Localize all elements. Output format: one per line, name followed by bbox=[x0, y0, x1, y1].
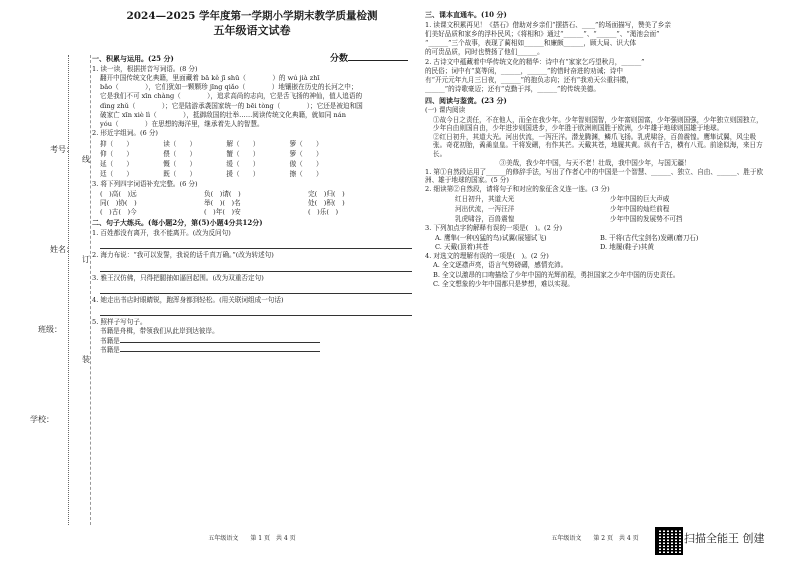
q4-options[interactable]: A. 全文逐襟声亮，语言气势磅礴，感情充沛。 B. 全文以激昂的口吻描绘了少年中国的光辉前程，勇担国家之少年中国的历史责任。 C. 全文想象的少年中国都只是梦想，难以实现。 bbox=[433, 261, 680, 288]
part2-q4: 4. 她走出书店时眼睛锐，跑浑身都到轻松。(用关联词组成一句话) bbox=[92, 295, 284, 304]
exam-number-label: 考号： bbox=[50, 145, 74, 154]
part4-q4: 4. 对选文的理解有误的一项是( )。(2 分) bbox=[425, 252, 549, 261]
q3-grid: ( )高( )远 负( )请( ) 完( )归( ) 同( )协( ) 举( )( )名 处( )积( ) ( )古( )今 ( )年( )安 ( )乐( ) bbox=[100, 189, 345, 217]
part2-q5: 5. 照样子写句子。 bbox=[92, 318, 147, 327]
q5-line-2[interactable]: 书籍是 bbox=[92, 346, 412, 354]
reading-para-1: ①故今日之责任，不在他人，而全在我少年。少年智则国智，少年富则国富，少年强则国强，少年独立则国独立，少年自由则国自由，少年进步则国进步，少年胜于欧洲则国胜于欧洲，少年雄于地球则国雄于地球。 bbox=[433, 115, 763, 132]
binding-mark-install: 装 bbox=[82, 355, 90, 364]
page-2 bbox=[425, 8, 765, 548]
matching-pairs[interactable]: 红日初升，其道大光 少年中国的巨大声威 河出伏流，一泻汪洋 少年中国的灿烂前程 乳虎啸谷，百兽震惶 少年中国的发展势不可挡 bbox=[455, 194, 683, 224]
page-2-footer: 五年级语文 第 2 页 共 4 页 bbox=[551, 534, 639, 542]
scanner-watermark: 扫描全能王 创建 bbox=[684, 532, 765, 545]
part2-q1: 1. 百姓都没有离开，我不能离开。(改为反问句) bbox=[92, 229, 231, 238]
dotted-binding-line bbox=[68, 55, 69, 525]
part2-heading: 二、句子大练兵。(每小题2分，第(5)小题4分共12分) bbox=[92, 218, 263, 228]
answer-line[interactable] bbox=[100, 239, 412, 249]
part4-subheading: (一) 课内阅读 bbox=[425, 106, 466, 115]
reading-para-3: ③美哉，我少年中国，与天不老！壮哉，我中国少年，与国无疆！ bbox=[499, 158, 691, 167]
q3-prompt: 3. 将下列四字词语补充完整。(6 分) bbox=[92, 180, 198, 189]
part2-q2: 2. 海力布说：“我可以发誓，我说的话千真万确。”(改为转述句) bbox=[92, 251, 274, 260]
exam-subtitle: 五年级语文试卷 bbox=[213, 24, 291, 38]
answer-line[interactable] bbox=[100, 284, 412, 294]
class-label: 班级： bbox=[38, 325, 62, 334]
q1-passage: 翻开中国传统文化典籍，里面藏着 bā kě jī shū（ ）的 wú jià zhī bǎo（ ），它们犹如一颗颗珍 jīng qiǎo（ ）地镶嵌在历史的长河之中； 它是我们不可 xīn chàng（ ），追求高尚的志向，它是舌飞扬的神仙，值人追语的 dìng zhǔ（ ）；它是陆游承袭国家统一的 bēi tòng（ ）；它还是被迫和国 破家亡 xīn xiè lì（ ），抵御敌国的壮举……阅读传统文化典籍，就如同 nán yóu（ ）在思想的海洋里，继承着先人的智慧。 bbox=[100, 73, 363, 129]
binding-mark-line: 线 bbox=[82, 155, 90, 164]
part3-body: 1. 读课文积累再见！《搭石》借助对乡亲们“摆搭石、____”的场面描写，赞美了乡亲 们美好品质和家乡的浮朴民风；《将相和》通过“______”、“______”、“渑池会面” “______”三个故事，表现了蔺相如______和廉颇______，顾大局、识大体 的可贵品质，同时也赞扬了他们______。 2. 古诗文中蕴藏着中华传统文化的精华：诗中有“家家乞巧望秋月，______” 的民俗；词中有“莫等闲，______，______”的惜时奋进的劝诫；诗中 有“开元元年九月三日夜，______”的抱负志向；还有“我劝天公重抖擞， ______”的诗歌豪迈；还有“克勤于邦，______”的传统美德。 bbox=[425, 20, 671, 94]
part4-q3: 3. 下列加点字的解释有误的一项是( )。(2 分) bbox=[425, 224, 563, 233]
part3-heading: 三、课本直通车。(10 分) bbox=[425, 10, 507, 19]
qr-code-icon bbox=[655, 527, 683, 555]
part2-q3: 3. 雅王汉仿佛，只得把腿抽如逼回起围。(改为双重否定句) bbox=[92, 273, 264, 282]
dashed-binding-line bbox=[90, 55, 91, 525]
answer-line[interactable] bbox=[100, 306, 412, 316]
part1-heading: 一、积累与运用。(25 分) bbox=[92, 53, 174, 63]
part4-heading: 四、阅读与鉴赏。(23 分) bbox=[425, 95, 507, 105]
binding-mark-order: 订 bbox=[82, 255, 90, 264]
part4-q1: 1. 第①自然段运用了______的修辞手法，写出了作者心中的中国是一个智慧、______、独立、自由、______、胜于欧洲、雄于地球的国家。(5 分) bbox=[425, 168, 764, 185]
score-field: 分数 bbox=[330, 54, 408, 65]
name-label: 姓名： bbox=[50, 245, 74, 254]
q5-example: 书籍是舟楫，带领我们从此岸到达彼岸。 bbox=[100, 327, 219, 336]
part4-q2: 2. 细读第②自然段，请将句子和对应的象征含义连一连。(3 分) bbox=[425, 185, 610, 194]
q1-prompt: 1. 读一读，根据拼音写词语。(8 分) bbox=[92, 64, 198, 73]
school-label: 学校： bbox=[30, 415, 54, 424]
reading-para-2: ②红日初升，其道大光。河出伏流，一泻汪洋。潜龙腾渊，鳞爪飞扬。乳虎啸谷，百兽震惶。鹰隼试翼，风尘吸张。奇花初胎，矞矞皇皇。干将发硎，有作其芒。天戴其苍，地履其黄。纵有千古，横有八荒。前途似海，来日方长。 bbox=[433, 133, 763, 158]
q5-line-1[interactable]: 书籍是 bbox=[92, 337, 412, 345]
q2-grid: 抑（ ） 读（ ） 解（ ） 箩（ ） 仰（ ） 偎（ ） 蟹（ ） 箩（ ） 延（ ） 慨（ ） 缓（ ） 傲（ ） 廷（ ） 既（ ） 援（ ） 擦（ ） bbox=[100, 139, 323, 179]
answer-line[interactable] bbox=[100, 262, 412, 272]
exam-title: 2024—2025 学年度第一学期小学期末教学质量检测 bbox=[126, 10, 378, 22]
q2-prompt: 2. 形近字组词。(6 分) bbox=[92, 129, 158, 138]
page-1 bbox=[92, 8, 412, 548]
page-1-footer: 五年级语文 第 1 页 共 4 页 bbox=[208, 534, 296, 542]
q3-options[interactable]: A. 鹰隼(一种凶猛的鸟)试翼(展翅试飞) B. 干将(古代宝剑名)发硎(磨刀石) C. 天戴(顶着)其苍 D. 地履(鞋子)其黄 bbox=[435, 233, 699, 251]
binding-strip bbox=[18, 55, 90, 525]
